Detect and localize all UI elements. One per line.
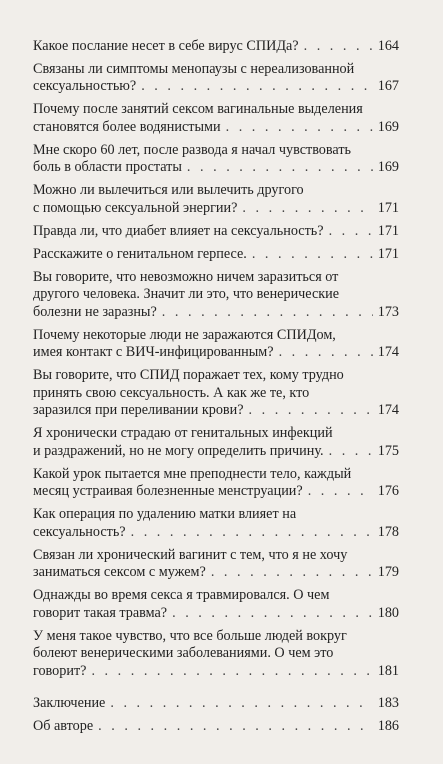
toc-entry-line <box>33 367 399 385</box>
toc-entry-line <box>33 645 399 663</box>
dot-leader <box>98 718 373 736</box>
toc-entry-text: Какое послание несет в себе вирус СПИДа? <box>33 38 299 54</box>
toc-entry <box>33 182 399 217</box>
toc-entry-line <box>33 628 399 646</box>
dot-leader <box>329 443 373 461</box>
toc-entry <box>33 38 399 56</box>
dot-leader <box>211 564 373 582</box>
dot-leader <box>242 200 373 218</box>
toc-page-number: 167 <box>377 78 399 95</box>
toc-entry-line <box>33 223 399 241</box>
toc-entry-text: болезни не заразны? <box>33 303 157 320</box>
toc-entry-text: Правда ли, что диабет влияет на сексуальность? <box>33 222 324 239</box>
dot-leader <box>252 246 373 264</box>
toc-entry-text: Можно ли вылечиться или вылечить другого <box>33 182 304 199</box>
toc-entry <box>33 367 399 420</box>
toc-entry-line <box>33 182 399 200</box>
toc-entry-text: имея контакт с ВИЧ-инфицированным? <box>33 344 274 361</box>
toc-page-number: 164 <box>377 38 399 54</box>
toc-entry-line <box>33 78 399 96</box>
toc-page-number: 173 <box>377 303 399 320</box>
toc-entry-line <box>33 483 399 501</box>
toc-entry-text: и раздражений, но не могу определить причину. <box>33 442 324 459</box>
toc-entry-text: месяц устраивая болезненные менструации? <box>33 483 303 500</box>
dot-leader <box>279 344 373 362</box>
toc-page-number: 176 <box>377 483 399 500</box>
toc-entry-text: сексуальностью? <box>33 78 137 95</box>
toc-page-number: 178 <box>377 523 399 540</box>
toc-entry-text: заниматься сексом с мужем? <box>33 564 206 581</box>
toc-entry-text: Я хронически страдаю от генитальных инфекций <box>33 425 333 442</box>
toc-entry-text: Об авторе <box>33 718 94 735</box>
toc-entry <box>33 425 399 460</box>
dot-leader <box>162 304 373 322</box>
toc-entry-text: Однажды во время секса я травмировался. О чем <box>33 587 330 604</box>
toc-entry-line <box>33 425 399 443</box>
toc-page-number: 169 <box>377 118 399 135</box>
toc-entry-text: Мне скоро 60 лет, после развода я начал чувствовать <box>33 141 352 158</box>
toc-entry <box>33 628 399 681</box>
toc-entry-line <box>33 466 399 484</box>
toc-entry-line <box>33 443 399 461</box>
dot-leader <box>91 663 373 681</box>
toc-entry-text: говорит такая травма? <box>33 604 168 621</box>
dot-leader <box>329 223 373 241</box>
dot-leader <box>110 695 373 713</box>
toc-entry <box>33 269 399 322</box>
toc-page-number: 186 <box>377 718 399 735</box>
toc-page-number: 181 <box>377 662 399 679</box>
toc-entry-line <box>33 385 399 403</box>
toc-page-number: 174 <box>377 344 399 361</box>
toc-entry <box>33 587 399 622</box>
table-of-contents <box>33 38 399 741</box>
toc-entry-text: становятся более водянистыми <box>33 118 221 135</box>
toc-entry-line <box>33 564 399 582</box>
toc-entry-text: заразился при переливании крови? <box>33 402 244 419</box>
toc-page-number: 169 <box>377 159 399 176</box>
toc-entry-line <box>33 200 399 218</box>
toc-entry-line <box>33 327 399 345</box>
toc-entry <box>33 101 399 136</box>
toc-entry-text: с помощью сексуальной энергии? <box>33 199 238 216</box>
toc-entry-text: другого человека. Значит ли это, что венерические <box>33 286 340 303</box>
dot-leader <box>187 159 373 177</box>
toc-entry-line <box>33 286 399 304</box>
toc-entry <box>33 61 399 96</box>
toc-page-number: 180 <box>377 604 399 621</box>
toc-entry-line <box>33 142 399 160</box>
toc-entry-text: болеют венерическими заболеваниями. О чем это <box>33 645 334 662</box>
toc-entry-line <box>33 506 399 524</box>
toc-entry-line <box>33 304 399 322</box>
toc-entry-text: Вы говорите, что СПИД поражает тех, кому трудно <box>33 367 344 384</box>
toc-entry-line <box>33 101 399 119</box>
toc-entry-line <box>33 663 399 681</box>
toc-entry-line <box>33 344 399 362</box>
toc-page-number: 171 <box>377 199 399 216</box>
dot-leader <box>172 605 373 623</box>
dot-leader <box>249 402 373 420</box>
dot-leader <box>141 78 373 96</box>
toc-entry-text: Связан ли хронический вагинит с тем, что я не хочу <box>33 546 348 563</box>
toc-entry-text: У меня такое чувство, что все больше людей вокруг <box>33 627 347 644</box>
toc-entry <box>33 466 399 501</box>
toc-entry-line <box>33 605 399 623</box>
toc-entry <box>33 142 399 177</box>
toc-entry-text: Вы говорите, что невозможно ничем заразиться от <box>33 268 339 285</box>
toc-entry-text: Как операция по удалению матки влияет на <box>33 506 297 523</box>
toc-entry <box>33 695 399 713</box>
dot-leader <box>131 524 373 542</box>
dot-leader <box>308 483 373 501</box>
toc-entry <box>33 327 399 362</box>
toc-entry-line <box>33 159 399 177</box>
toc-entry-line <box>33 547 399 565</box>
toc-entry <box>33 246 399 264</box>
toc-entry-line <box>33 119 399 137</box>
toc-entry-line <box>33 524 399 542</box>
toc-page-number: 183 <box>377 695 399 712</box>
toc-page-number: 179 <box>377 564 399 581</box>
toc-entry-text: Почему некоторые люди не заражаются СПИДом, <box>33 326 336 343</box>
toc-entry <box>33 547 399 582</box>
toc-entry-line <box>33 695 399 713</box>
toc-entry-text: Связаны ли симптомы менопаузы с нереализованной <box>33 60 355 77</box>
dot-leader <box>226 119 373 137</box>
toc-page-number: 171 <box>377 245 399 262</box>
toc-entry-text: Заключение <box>33 695 106 712</box>
toc-entry-line <box>33 587 399 605</box>
toc-entry-line <box>33 402 399 420</box>
toc-entry-text: Расскажите о генитальном герпесе. <box>33 245 247 262</box>
toc-entry <box>33 718 399 736</box>
toc-entry-text: Какой урок пытается мне преподнести тело, каждый <box>33 465 352 482</box>
toc-entry-line <box>33 38 399 56</box>
toc-entry-text: боль в области простаты <box>33 159 182 176</box>
toc-entry <box>33 223 399 241</box>
toc-page-number: 175 <box>377 442 399 459</box>
toc-entry-text: Почему после занятий сексом вагинальные выделения <box>33 101 363 118</box>
toc-entry-text: говорит? <box>33 662 87 679</box>
toc-entry-line <box>33 61 399 79</box>
toc-page-number: 174 <box>377 402 399 419</box>
dot-leader <box>304 38 373 56</box>
toc-entry <box>33 506 399 541</box>
toc-entry-line <box>33 269 399 287</box>
toc-entry-text: сексуальность? <box>33 523 126 540</box>
toc-entry-text: принять свою сексуальность. А как же те, кто <box>33 384 310 401</box>
toc-page-number: 171 <box>377 222 399 239</box>
toc-entry-line <box>33 718 399 736</box>
toc-entry-line <box>33 246 399 264</box>
